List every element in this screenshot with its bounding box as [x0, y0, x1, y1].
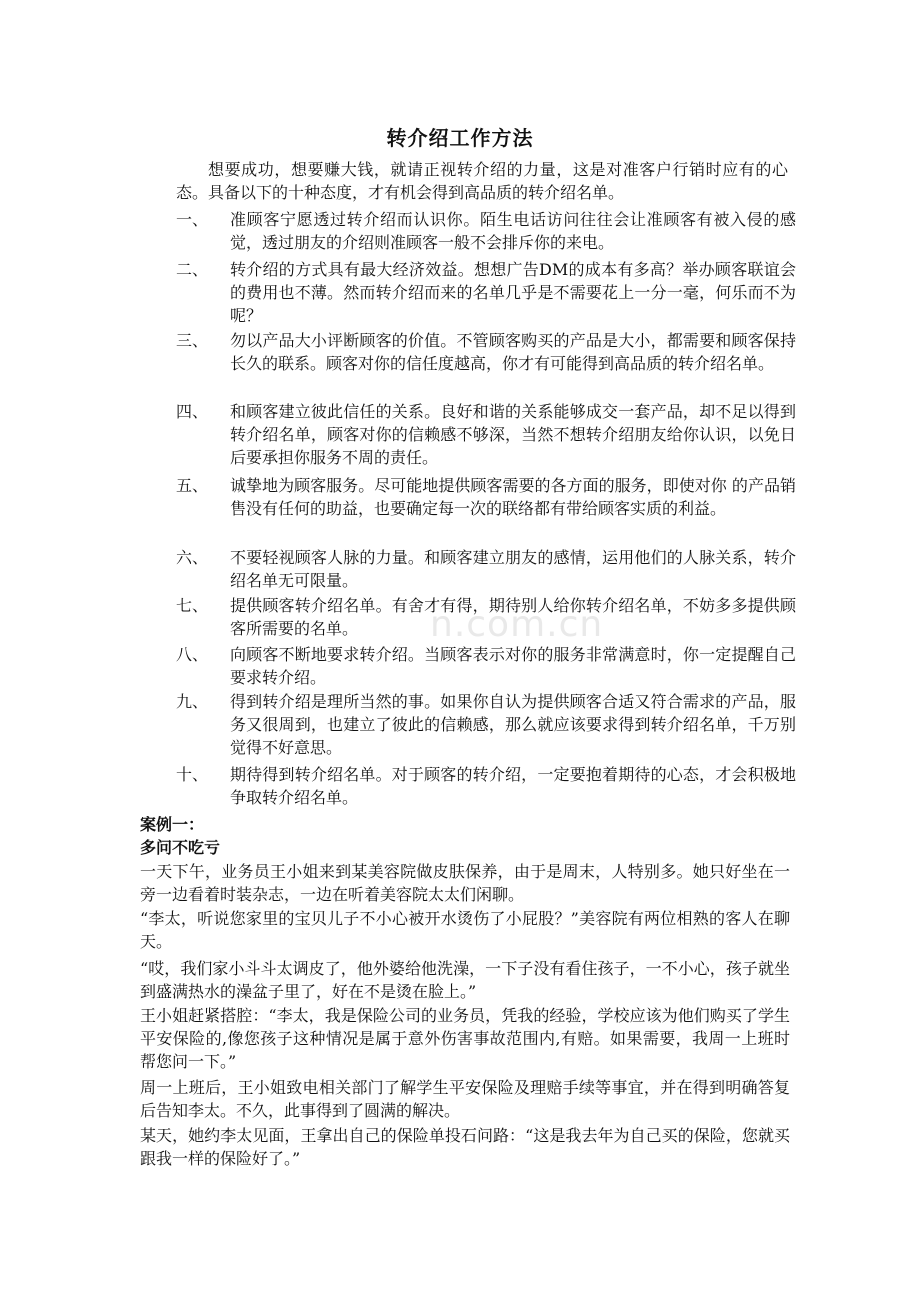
list-item-number: 五、: [176, 476, 209, 495]
list-item-number: 三、: [176, 331, 209, 350]
list-item-text: 不要轻视顾客人脉的力量。和顾客建立朋友的感情，运用他们的人脉关系，转介绍名单无可限量。: [230, 548, 796, 590]
list-item-number: 四、: [176, 402, 209, 421]
intro-paragraph: 想要成功，想要赚大钱，就请正视转介绍的力量，这是对准客户行销时应有的心态。具备以下的十种态度，才有机会得到高品质的转介绍名单。: [176, 160, 788, 202]
list-item-text: 诚挚地为顾客服务。尽可能地提供顾客需要的各方面的服务，即使对你 的产品销售没有任何的助益，也要确定每一次的联络都有带给顾客实质的利益。: [230, 476, 796, 518]
watermark: n.com.cn: [430, 604, 604, 645]
list-item-number: 一、: [176, 210, 209, 229]
case-paragraph: 一天下午，业务员王小姐来到某美容院做皮肤保养，由于是周末，人特别多。她只好坐在一旁一边看着时装杂志，一边在听着美容院太太们闲聊。: [140, 862, 790, 904]
case-paragraph: “哎，我们家小斗斗太调皮了，他外婆给他洗澡，一下子没有看住孩子，一不小心，孩子就坐到盛满热水的澡盆子里了，好在不是烫在脸上。”: [140, 959, 790, 1001]
page-title: 转介绍工作方法: [386, 126, 534, 150]
list-item-number: 六、: [176, 548, 209, 567]
case-label: 案例一：: [140, 815, 205, 834]
list-item-number: 八、: [176, 645, 209, 664]
list-item-number: 九、: [176, 692, 209, 711]
list-item-number: 十、: [176, 765, 209, 784]
case-title: 多问不吃亏: [140, 838, 221, 857]
list-item-text: 勿以产品大小评断顾客的价值。不管顾客购买的产品是大小，都需要和顾客保持长久的联系。顾客对你的信任度越高，你才有可能得到高品质的转介绍名单。: [230, 331, 796, 373]
case-paragraph: 周一上班后，王小姐致电相关部门了解学生平安保险及理赔手续等事宜，并在得到明确答复后告知李太。不久，此事得到了圆满的解决。: [140, 1078, 790, 1120]
list-item-text: 和顾客建立彼此信任的关系。良好和谐的关系能够成交一套产品，却不足以得到转介绍名单，顾客对你的信赖感不够深，当然不想转介绍朋友给你认识，以免日后要承担你服务不周的责任。: [230, 402, 796, 467]
list-item-text: 提供顾客转介绍名单。有舍才有得，期待别人给你转介绍名单，不妨多多提供顾客所需要的名单。: [230, 596, 796, 638]
list-item-text: 转介绍的方式具有最大经济效益。想想广告DM的成本有多高？举办顾客联谊会的费用也不薄。然而转介绍而来的名单几乎是不需要花上一分一毫，何乐而不为呢？: [230, 260, 796, 325]
case-paragraph: “李太，听说您家里的宝贝儿子不小心被开水烫伤了小屁股？”美容院有两位相熟的客人在聊天。: [140, 909, 790, 951]
list-item-number: 七、: [176, 596, 209, 615]
list-item-text: 得到转介绍是理所当然的事。如果你自认为提供顾客合适又符合需求的产品，服务又很周到，也建立了彼此的信赖感，那么就应该要求得到转介绍名单，千万别觉得不好意思。: [230, 692, 796, 757]
case-paragraph: 某天，她约李太见面，王拿出自己的保险单投石问路：“这是我去年为自己买的保险，您就买跟我一样的保险好了。”: [140, 1126, 790, 1168]
list-item-text: 期待得到转介绍名单。对于顾客的转介绍，一定要抱着期待的心态，才会积极地争取转介绍名单。: [230, 765, 796, 807]
case-paragraph: 王小姐赶紧搭腔：“李太，我是保险公司的业务员，凭我的经验，学校应该为他们购买了学生平安保险的,像您孩子这种情况是属于意外伤害事故范围内,有赔。如果需要，我周一上班时帮您问一下。”: [140, 1006, 790, 1071]
list-item-text: 向顾客不断地要求转介绍。当顾客表示对你的服务非常满意时，你一定提醒自己要求转介绍。: [230, 645, 796, 687]
list-item-number: 二、: [176, 260, 209, 279]
list-item-text: 准顾客宁愿透过转介绍而认识你。陌生电话访问往往会让准顾客有被入侵的感觉，透过朋友的介绍则准顾客一般不会排斥你的来电。: [230, 210, 796, 252]
